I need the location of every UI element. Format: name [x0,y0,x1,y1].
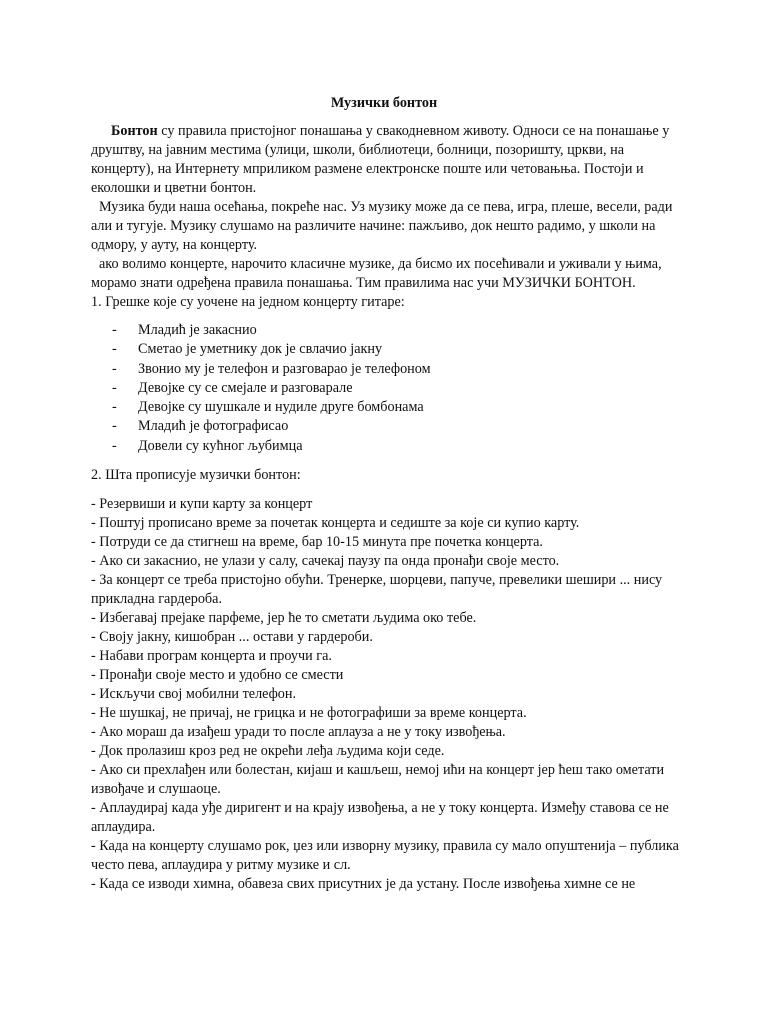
bonton-term: Бонтон [111,123,158,139]
list-item [112,398,681,417]
bullet-dash: - [112,341,117,358]
bullet-dash: - [112,322,117,338]
rule-item: - Док пролазиш кроз ред не окрећи леђа људима који седе. [91,743,445,760]
list-item-text: Сметао је уметнику док је свлачио јакну [138,341,383,358]
list-item-text: Младић је фотографисао [138,418,289,435]
list-item [112,340,681,359]
page-title: Музички бонтон [330,95,438,111]
list-item-text: Младић је закаснио [138,322,257,338]
rule-item: - Набави програм концерта и проучи га. [91,648,332,665]
rule-item: - Пронађи своје место и удобно се смести [91,667,344,684]
list-item-text: Довели су кућног љубимца [138,437,303,454]
rule-item: - Када на концерту слушамо рок, џез или изворну музику, правила су мало опуштенија – публика често пева, аплаудира у ритму музике и сл. [91,838,679,874]
list-item [112,360,681,379]
rule-item: - Избегавај прејаке парфеме, јер ће то сметати људима око тебе. [91,610,477,627]
rule-item: - Када се изводи химна, обавеза свих присутних је да устану. После извођења химне се не [91,876,636,893]
spacer [91,485,681,495]
intro-paragraph-1-text: су правила пристојног понашања у свакодневном животу. Односи се на понашање у друштву, на јавним местима (улици, школи, библиотеци, болници, позоришту, цркви, на концерту), на Интернету мприликом размене електронске поште или четовањња. Постоји и еколошки и цветни бонтон. [91,123,670,196]
rule-item: - Аплаудирај када уђе диригент и на крају извођења, а не у току концерта. Између ставова се не аплаудира. [91,800,669,836]
list-item-text: Девојке су шушкале и нудиле друге бомбонама [138,399,424,416]
list-item [112,437,681,456]
bullet-dash: - [112,379,117,396]
bullet-dash: - [112,399,117,416]
list-item [112,417,681,436]
bullet-dash: - [112,360,117,377]
rule-item: - Своју јакну, кишобран ... остави у гардероби. [91,629,373,646]
rule-item: - Не шушкај, не причај, не грицка и не фотографиши за време концерта. [91,705,527,722]
list-item-text: Звонио му је телефон и разговарао је телефоном [138,360,431,377]
rules-list [91,495,681,894]
list-item [112,321,681,340]
section-1-heading: 1. Грешке које су уочене на једном концерту гитаре: [91,294,405,310]
spacer [91,456,681,466]
list-item [112,379,681,398]
bullet-dash: - [112,418,117,435]
rule-item: - За концерт се треба пристојно обући. Тренерке, шорцеви, папуче, превелики шешири ... нису прикладна гардероба. [91,572,663,608]
intro-paragraph-3: ако волимо концерте, нарочито класичне музике, да бисмо их посећивали и уживали у њима, морамо знати одређена правила понашања. Тим правилима нас учи МУЗИЧКИ БОНТОН. [91,256,662,291]
rule-item: - Потруди се да стигнеш на време, бар 10-15 минута пре почетка концерта. [91,534,543,551]
rule-item: - Резервиши и купи карту за концерт [91,496,313,513]
intro-paragraph-1 [91,122,681,198]
bullet-dash: - [112,437,117,454]
rule-item: - Ако мораш да изађеш уради то после аплауза а не у току извођења. [91,724,506,741]
rule-item: - Ако си прехлађен или болестан, кијаш и кашљеш, немој ићи на концерт јер ћеш тако ометати извођаче и слушаоце. [91,762,665,798]
list-item-text: Девојке су се смејале и разговарале [138,379,353,396]
mistakes-list [91,321,681,456]
rule-item: - Искључи свој мобилни телефон. [91,686,297,703]
section-2-heading: 2. Шта прописује музички бонтон: [91,467,301,484]
rule-item: - Ако си закаснио, не улази у салу, сачекај паузу па онда пронађи своје место. [91,553,560,570]
intro-paragraph-2: Музика буди наша осећања, покреће нас. Уз музику може да се пева, игра, плеше, весели, ради али и тугује. Музику слушамо на различите начине: пажљиво, док нешто радимо, у школи на одмору, у ауту, на концерту. [91,199,673,253]
rule-item: - Поштуј прописано време за почетак концерта и седиште за које си купио карту. [91,515,580,532]
document-body [91,122,681,894]
